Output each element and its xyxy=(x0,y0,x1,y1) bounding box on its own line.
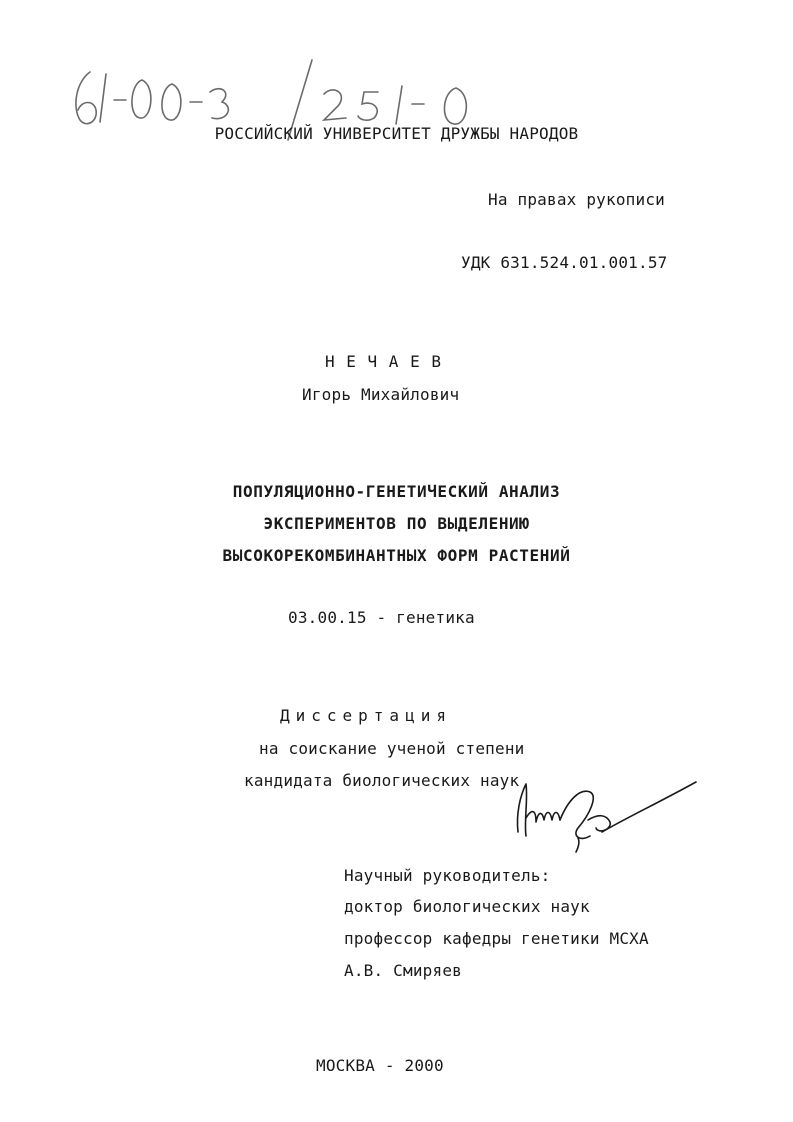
supervisor-line-1: доктор биологических наук xyxy=(344,897,590,916)
supervisor-name: А.В. Смиряев xyxy=(344,961,462,980)
udk-code: УДК 631.524.01.001.57 xyxy=(461,253,668,272)
signature xyxy=(506,770,706,860)
degree-line-2: кандидата биологических наук xyxy=(244,771,520,790)
title-line-2: ЭКСПЕРИМЕНТОВ ПО ВЫДЕЛЕНИЮ xyxy=(263,514,530,533)
rights-note: На правах рукописи xyxy=(488,190,665,209)
author-given-names: Игорь Михайлович xyxy=(302,385,460,404)
specialty-code: 03.00.15 - генетика xyxy=(288,608,475,627)
title-line-3: ВЫСОКОРЕКОМБИНАНТНЫХ ФОРМ РАСТЕНИЙ xyxy=(222,546,571,565)
university-name: РОССИЙСКИЙ УНИВЕРСИТЕТ ДРУЖБЫ НАРОДОВ xyxy=(214,124,579,143)
supervisor-label: Научный руководитель: xyxy=(344,866,551,885)
place-and-year: МОСКВА - 2000 xyxy=(316,1056,444,1075)
title-line-1: ПОПУЛЯЦИОННО-ГЕНЕТИЧЕСКИЙ АНАЛИЗ xyxy=(232,482,561,501)
author-surname: Н Е Ч А Е В xyxy=(325,352,442,371)
dissertation-heading: Диссертация xyxy=(280,706,452,725)
degree-line-1: на соискание ученой степени xyxy=(259,739,525,758)
supervisor-line-2: профессор кафедры генетики МСХА xyxy=(344,929,649,948)
